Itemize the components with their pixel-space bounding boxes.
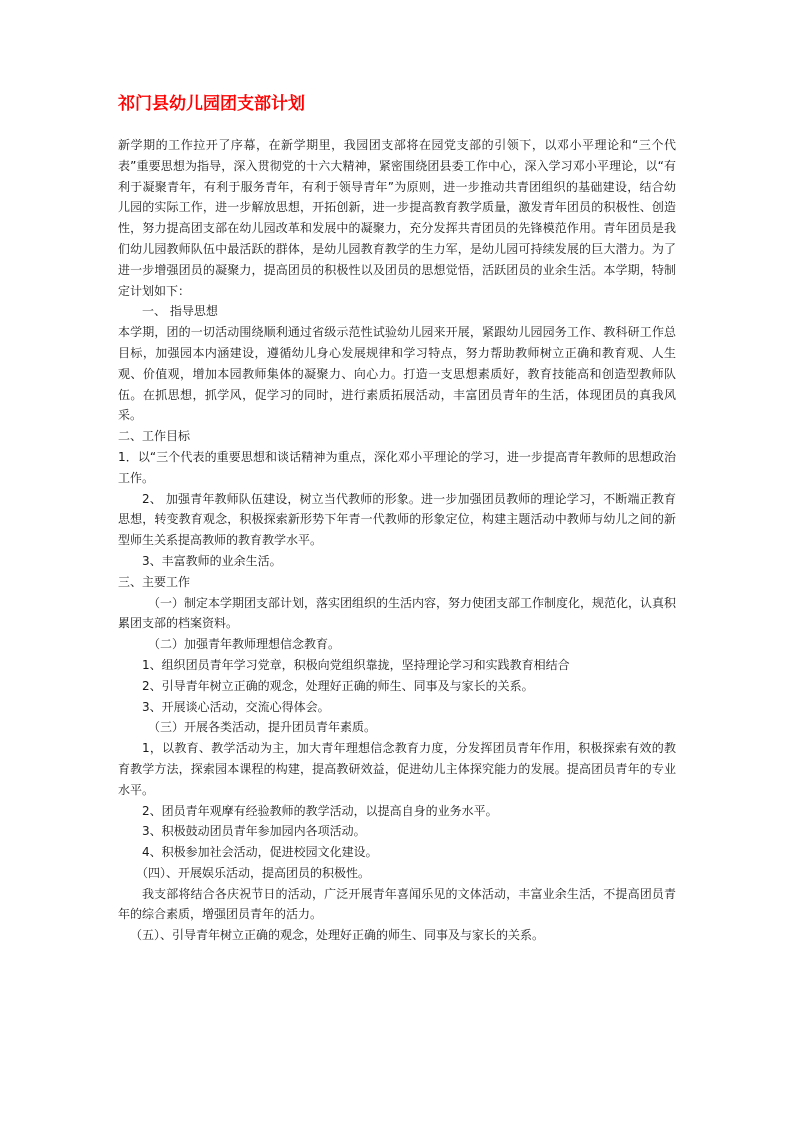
main-work-item-5: （五）、引导青年树立正确的观念，处理好正确的师生、同事及与家长的关系。 (130, 928, 545, 943)
sub-item-3-3: 3、积极鼓动团员青年参加园内各项活动。 (142, 824, 366, 839)
goal-item-2: 2、 加强青年教师队伍建设，树立当代教师的形象。进一步加强团员教师的理论学习，不断端正教育思想，转变教育观念，积极探索新形势下年青一代教师的形象定位，构建主题活动中教师与幼儿之间的新型师生关系提高教师的教育教学水平。 (118, 491, 677, 548)
goal-item-1: 1．以“三个代表的重要思想和谈话精神为重点，深化邓小平理论的学习，进一步提高青年教师的思想政治工作。 (118, 449, 676, 485)
main-work-item-3: （三）开展各类活动，提升团员青年素质。 (148, 720, 377, 735)
main-work-item-4-paragraph: 我支部将结合各庆祝节日的活动，广泛开展青年喜闻乐见的文体活动，丰富业余生活，不提高团员青年的综合素质，增强团员青年的活力。 (118, 886, 676, 922)
intro-paragraph: 新学期的工作拉开了序幕，在新学期里，我园团支部将在园党支部的引领下，以邓小平理论和“三个代表”重要思想为指导，深入贯彻党的十六大精神，紧密围绕团县委工作中心，深入学习邓小平理论，以“有利于凝聚青年，有利于服务青年，有利于领导青年”为原则，进一步推动共青团组织的基础建设，结合幼儿园的实际工作，进一步解放思想，开拓创新，进一步提高教育教学质量，激发青年团员的积极性、创造性，努力提高团支部在幼儿园改革和发展中的凝聚力，充分发挥共青团员的先锋模范作用。青年团员是我们幼儿园教师队伍中最活跃的群体，是幼儿园教育教学的生力军，是幼儿园可持续发展的巨大潜力。为了进一步增强团员的凝聚力，提高团员的积极性以及团员的思想觉悟，活跃团员的业余生活。本学期，特制定计划如下： (118, 138, 676, 298)
sub-item-2-3: 3、开展谈心活动，交流心得体会。 (142, 699, 330, 714)
sub-item-2-1: 1、组织团员青年学习党章，积极向党组织靠拢，坚持理论学习和实践教育相结合 (142, 657, 570, 672)
sub-item-2-2: 2、引导青年树立正确的观念，处理好正确的师生、同事及与家长的关系。 (142, 678, 534, 693)
sub-item-3-2: 2、团员青年观摩有经验教师的教学活动，以提高自身的业务水平。 (142, 803, 498, 818)
section-heading-guiding-ideology: 一、 指导思想 (142, 304, 218, 319)
section-heading-main-work: 三、主要工作 (118, 574, 191, 589)
main-work-item-1: （一）制定本学期团支部计划，落实团组织的生活内容，努力使团支部工作制度化，规范化，认真积累团支部的档案资料。 (118, 595, 677, 631)
section-heading-work-goals: 二、工作目标 (118, 429, 191, 444)
main-work-item-4: （四）、开展娱乐活动，提高团员的积极性。 (136, 865, 371, 880)
main-work-item-2: （二）加强青年教师理想信念教育。 (148, 637, 341, 652)
sub-item-3-1: 1，以教育、教学活动为主，加大青年理想信念教育力度，分发挥团员青年作用，积极探索有效的教育教学方法，探索园本课程的构建，提高教研效益，促进幼儿主体探究能力的发展。提高团员青年的专业水平。 (118, 741, 676, 797)
goal-item-3: 3、丰富教师的业余生活。 (142, 553, 282, 568)
sub-item-3-4: 4、积极参加社会活动，促进校园文化建设。 (142, 845, 378, 860)
document-title: 祁门县幼儿园团支部计划 (118, 94, 305, 114)
guiding-ideology-paragraph: 本学期，团的一切活动围绕顺利通过省级示范性试验幼儿园来开展，紧跟幼儿园园务工作、教科研工作总目标，加强园本内涵建设，遵循幼儿身心发展规律和学习特点，努力帮助教师树立正确和教育观、人生观、价值观，增加本园教师集体的凝聚力、向心力。打造一支思想素质好，教育技能高和创造型教师队伍。在抓思想，抓学风，促学习的同时，进行素质拓展活动，丰富团员青年的生活，体现团员的真我风采。 (118, 325, 676, 423)
document-page (118, 92, 676, 946)
